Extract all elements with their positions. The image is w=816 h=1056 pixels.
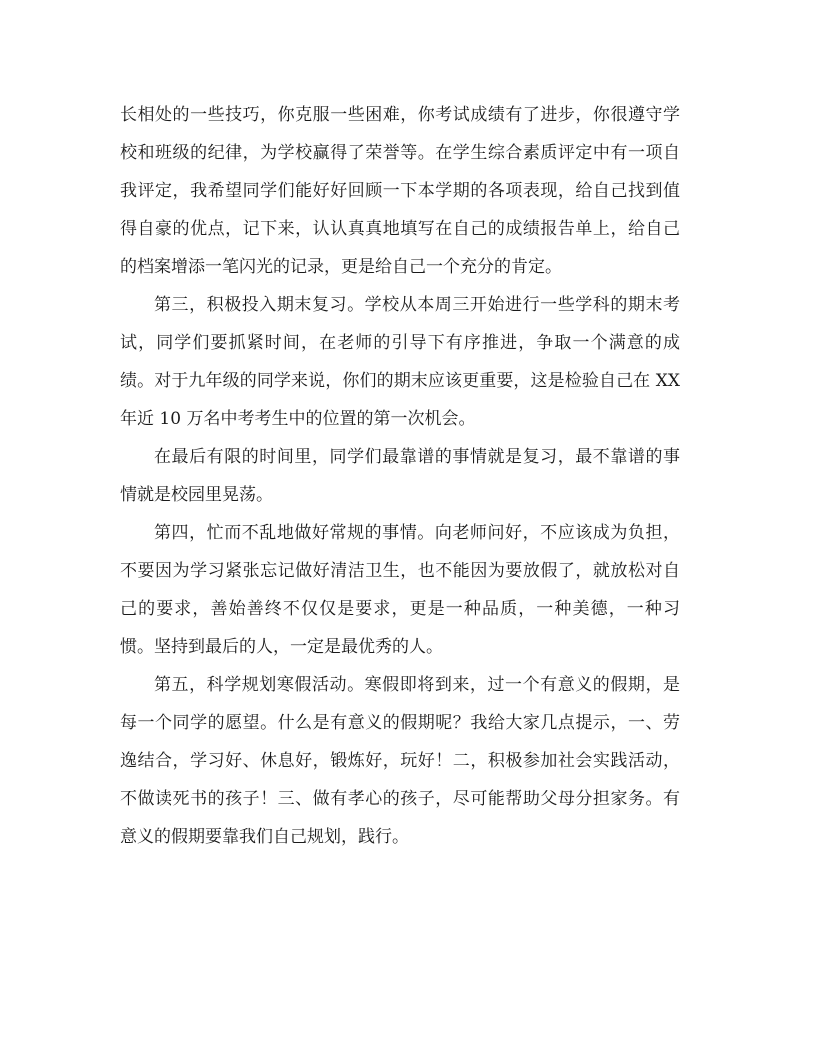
paragraph-review-note: 在最后有限的时间里，同学们最靠谱的事情就是复习，最不靠谱的事情就是校园里晃荡。: [120, 447, 680, 505]
paragraph-fifth-point: 第五，科学规划寒假活动。寒假即将到来，过一个有意义的假期，是每一个同学的愿望。什么是有意义的假期呢？我给大家几点提示，一、劳逸结合，学习好、休息好，锻炼好，玩好！二，积极参加社会实践活动，不做读死书的孩子！三、做有孝心的孩子，尽可能帮助父母分担家务。有意义的假期要靠我们自己规划，践行。: [120, 675, 680, 847]
paragraph-third-point: 第三，积极投入期末复习。学校从本周三开始进行一些学科的期末考试，同学们要抓紧时间，在老师的引导下有序推进，争取一个满意的成绩。对于九年级的同学来说，你们的期末应该更重要，这是检验自己在 XX 年近 10 万名中考考生中的位置的第一次机会。: [120, 295, 680, 429]
paragraph-continuation: 长相处的一些技巧，你克服一些困难，你考试成绩有了进步，你很遵守学校和班级的纪律，为学校赢得了荣誉等。在学生综合素质评定中有一项自我评定，我希望同学们能好好回顾一下本学期的各项表现，给自己找到值得自豪的优点，记下来，认认真真地填写在自己的成绩报告单上，给自己的档案增添一笔闪光的记录，更是给自己一个充分的肯定。: [120, 105, 680, 277]
document-body: [120, 96, 680, 856]
paragraph-fourth-point: 第四，忙而不乱地做好常规的事情。向老师问好，不应该成为负担，不要因为学习紧张忘记做好清洁卫生，也不能因为要放假了，就放松对自己的要求，善始善终不仅仅是要求，更是一种品质，一种美德，一种习惯。坚持到最后的人，一定是最优秀的人。: [120, 523, 680, 657]
